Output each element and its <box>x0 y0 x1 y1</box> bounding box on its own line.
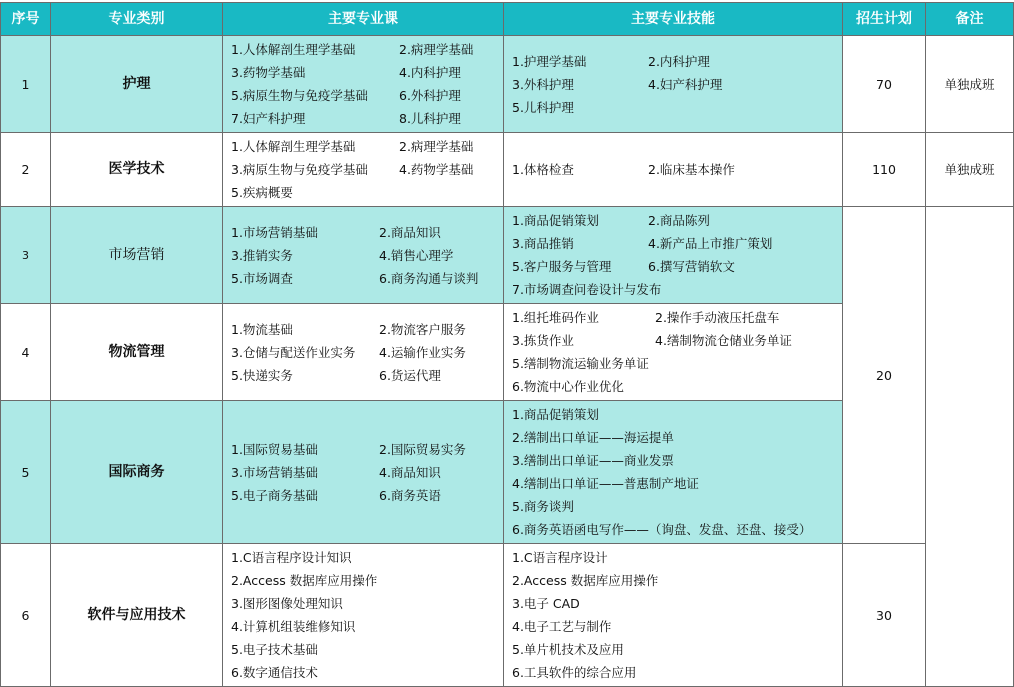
list-item: 1.人体解剖生理学基础 <box>231 139 356 154</box>
list-line <box>231 221 503 244</box>
main-courses <box>223 36 504 133</box>
list-line <box>231 318 503 341</box>
list-item: 1.组托堆码作业 <box>512 310 599 325</box>
list-item: 6.货运代理 <box>379 367 441 383</box>
list-item: 4.商品知识 <box>379 464 441 480</box>
list-item: 6.商务英语函电写作——（询盘、发盘、还盘、接受） <box>512 522 812 537</box>
list-line <box>231 107 503 130</box>
list-line <box>512 638 842 661</box>
list-item: 1.C语言程序设计 <box>512 550 608 565</box>
list-item: 6.工具软件的综合应用 <box>512 665 637 680</box>
list-line <box>231 438 503 461</box>
list-line <box>512 518 842 541</box>
main-skills <box>504 207 843 304</box>
list-line <box>231 569 503 592</box>
enrollment-plan: 110 <box>843 133 926 207</box>
list-item: 2.国际贸易实务 <box>379 441 466 457</box>
list-line <box>512 209 842 232</box>
list-line <box>512 546 842 569</box>
list-line <box>512 449 842 472</box>
list-item: 5.疾病概要 <box>231 185 293 200</box>
list-line <box>512 278 842 301</box>
main-skills <box>504 544 843 687</box>
list-item: 3.仓储与配送作业实务 <box>231 344 356 360</box>
table-row <box>1 207 1014 304</box>
list-item: 8.儿科护理 <box>399 111 461 126</box>
list-line <box>512 615 842 638</box>
row-number: 6 <box>1 544 51 687</box>
list-item: 2.病理学基础 <box>399 139 474 154</box>
list-item: 5.快递实务 <box>231 367 293 383</box>
header-no: 序号 <box>1 3 51 36</box>
list-item: 2.缮制出口单证——海运提单 <box>512 430 674 445</box>
list-line <box>512 255 842 278</box>
list-item: 1.体格检查 <box>512 162 574 177</box>
list-item: 1.护理学基础 <box>512 53 587 69</box>
row-number: 3 <box>1 207 51 304</box>
list-item: 5.单片机技术及应用 <box>512 642 624 657</box>
list-line <box>512 96 842 119</box>
list-item: 4.计算机组装维修知识 <box>231 619 356 634</box>
row-number: 4 <box>1 304 51 401</box>
list-item: 1.人体解剖生理学基础 <box>231 42 356 57</box>
list-line <box>512 661 842 684</box>
table-row <box>1 133 1014 207</box>
list-item: 2.临床基本操作 <box>648 162 735 177</box>
list-line <box>512 592 842 615</box>
main-courses <box>223 133 504 207</box>
row-number: 2 <box>1 133 51 207</box>
header-courses: 主要专业课 <box>223 3 504 36</box>
list-item: 1.商品促销策划 <box>512 213 599 228</box>
list-item: 6.商务英语 <box>379 487 441 503</box>
list-line <box>231 341 503 364</box>
major-category: 医学技术 <box>51 133 223 207</box>
list-line <box>231 84 503 107</box>
list-line <box>231 244 503 267</box>
list-item: 2.Access 数据库应用操作 <box>231 573 378 588</box>
list-line <box>512 306 842 329</box>
list-line <box>231 592 503 615</box>
list-item: 3.电子 CAD <box>512 596 580 611</box>
major-category: 护理 <box>51 36 223 133</box>
list-line <box>231 661 503 684</box>
list-item: 5.缮制物流运输业务单证 <box>512 356 649 371</box>
remark: 单独成班 <box>926 133 1014 207</box>
row-number: 1 <box>1 36 51 133</box>
list-item: 1.市场营销基础 <box>231 224 318 240</box>
main-courses <box>223 544 504 687</box>
list-line <box>512 403 842 426</box>
list-item: 2.病理学基础 <box>399 42 474 57</box>
main-skills <box>504 401 843 544</box>
list-line <box>512 352 842 375</box>
list-line <box>512 375 842 398</box>
list-line <box>512 329 842 352</box>
list-item: 1.国际贸易基础 <box>231 441 318 457</box>
list-item: 1.物流基础 <box>231 321 293 337</box>
list-item: 4.内科护理 <box>399 65 461 80</box>
list-line <box>512 232 842 255</box>
main-skills <box>504 36 843 133</box>
remark-merged <box>926 207 1014 687</box>
main-courses <box>223 401 504 544</box>
list-item: 2.操作手动液压托盘车 <box>655 310 780 325</box>
list-line <box>231 638 503 661</box>
list-item: 5.儿科护理 <box>512 99 574 115</box>
list-item: 6.外科护理 <box>399 88 461 103</box>
main-skills <box>504 133 843 207</box>
list-line <box>231 364 503 387</box>
list-item: 5.病原生物与免疫学基础 <box>231 88 368 103</box>
list-line <box>512 495 842 518</box>
major-category: 国际商务 <box>51 401 223 544</box>
major-category: 市场营销 <box>51 207 223 304</box>
list-line <box>231 484 503 507</box>
major-category: 物流管理 <box>51 304 223 401</box>
list-item: 7.妇产科护理 <box>231 111 306 126</box>
main-courses <box>223 207 504 304</box>
remark: 单独成班 <box>926 36 1014 133</box>
list-line <box>231 38 503 61</box>
main-skills <box>504 304 843 401</box>
header-category: 专业类别 <box>51 3 223 36</box>
enrollment-plan-merged: 20 <box>843 207 926 544</box>
list-line <box>231 158 503 181</box>
list-item: 2.内科护理 <box>648 53 710 69</box>
enrollment-plan: 70 <box>843 36 926 133</box>
list-item: 4.缮制出口单证——普惠制产地证 <box>512 476 699 491</box>
list-item: 3.推销实务 <box>231 247 293 263</box>
list-line <box>231 267 503 290</box>
list-item: 6.物流中心作业优化 <box>512 379 624 394</box>
list-line <box>231 546 503 569</box>
list-item: 4.缮制物流仓储业务单证 <box>655 333 792 348</box>
list-line <box>231 461 503 484</box>
header-skills: 主要专业技能 <box>504 3 843 36</box>
enrollment-table <box>0 2 1014 687</box>
list-item: 3.市场营销基础 <box>231 464 318 480</box>
table-header-row <box>1 3 1014 36</box>
list-item: 1.商品促销策划 <box>512 407 599 422</box>
list-item: 5.客户服务与管理 <box>512 259 612 274</box>
list-item: 5.电子商务基础 <box>231 487 318 503</box>
list-line <box>512 426 842 449</box>
list-item: 4.运输作业实务 <box>379 344 466 360</box>
enrollment-plan: 30 <box>843 544 926 687</box>
list-item: 2.商品知识 <box>379 224 441 240</box>
list-item: 3.缮制出口单证——商业发票 <box>512 453 674 468</box>
list-item: 3.图形图像处理知识 <box>231 596 343 611</box>
list-item: 4.销售心理学 <box>379 247 454 263</box>
list-item: 6.数字通信技术 <box>231 665 318 680</box>
list-item: 2.Access 数据库应用操作 <box>512 573 659 588</box>
list-line <box>231 181 503 204</box>
list-item: 6.撰写营销软文 <box>648 259 735 274</box>
list-item: 4.药物学基础 <box>399 162 474 177</box>
list-line <box>512 569 842 592</box>
list-item: 5.商务谈判 <box>512 499 574 514</box>
list-item: 4.电子工艺与制作 <box>512 619 612 634</box>
list-item: 6.商务沟通与谈判 <box>379 270 479 286</box>
list-line <box>512 73 842 96</box>
list-item: 3.商品推销 <box>512 236 574 251</box>
row-number: 5 <box>1 401 51 544</box>
header-plan: 招生计划 <box>843 3 926 36</box>
list-item: 3.药物学基础 <box>231 65 306 80</box>
list-item: 5.市场调查 <box>231 270 293 286</box>
header-note: 备注 <box>926 3 1014 36</box>
list-item: 1.C语言程序设计知识 <box>231 550 352 565</box>
list-item: 3.拣货作业 <box>512 333 574 348</box>
list-line <box>231 61 503 84</box>
major-category: 软件与应用技术 <box>51 544 223 687</box>
list-item: 2.商品陈列 <box>648 213 710 228</box>
list-item: 7.市场调查问卷设计与发布 <box>512 282 662 297</box>
list-line <box>512 158 842 181</box>
list-item: 2.物流客户服务 <box>379 321 466 337</box>
list-item: 4.妇产科护理 <box>648 76 723 92</box>
table-row <box>1 36 1014 133</box>
list-item: 5.电子技术基础 <box>231 642 318 657</box>
list-line <box>512 50 842 73</box>
main-courses <box>223 304 504 401</box>
list-line <box>512 472 842 495</box>
table-row <box>1 544 1014 687</box>
list-item: 3.病原生物与免疫学基础 <box>231 162 368 177</box>
list-item: 4.新产品上市推广策划 <box>648 236 773 251</box>
list-item: 3.外科护理 <box>512 76 574 92</box>
list-line <box>231 615 503 638</box>
list-line <box>231 135 503 158</box>
